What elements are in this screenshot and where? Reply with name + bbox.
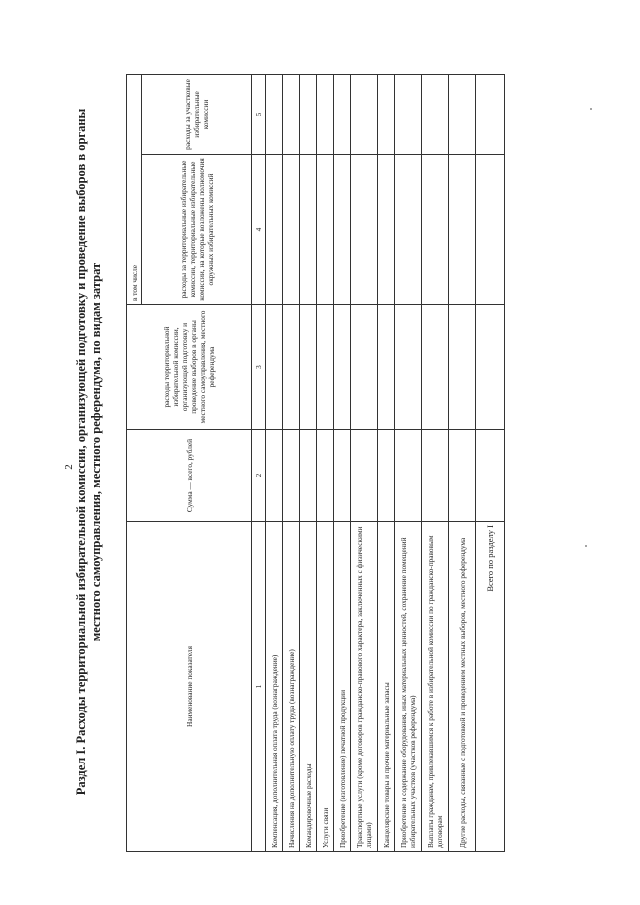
table-row bbox=[317, 74, 334, 851]
header-total-sum: Сумма — всего, рублей bbox=[127, 430, 252, 522]
value-cell bbox=[422, 430, 449, 522]
row-label: Приобретение и содержание оборудования, иных материальных ценностей, сохранение помещений избирательных участков (участков референдума) bbox=[395, 522, 422, 852]
value-cell bbox=[378, 155, 395, 305]
value-cell bbox=[449, 305, 476, 430]
row-label: Канцелярские товары и прочие материальные запасы bbox=[378, 522, 395, 852]
row-label: Приобретение (изготовление) печатной продукции bbox=[334, 522, 351, 852]
section-heading bbox=[57, 52, 121, 852]
value-cell bbox=[283, 74, 300, 154]
column-number: 5 bbox=[252, 74, 266, 154]
value-cell bbox=[283, 155, 300, 305]
expenses-table bbox=[126, 74, 505, 852]
total-cell bbox=[476, 155, 505, 305]
heading-line-2: местного самоуправления, местного референдума, по видам затрат bbox=[89, 262, 103, 642]
value-cell bbox=[317, 155, 334, 305]
table-row bbox=[351, 74, 378, 851]
column-number: 4 bbox=[252, 155, 266, 305]
page-number: 2 bbox=[62, 464, 75, 470]
value-cell bbox=[395, 430, 422, 522]
header-territorial-commissions: расходы за территориальные избирательные комиссии, территориальные избирательные комиссии, на которые возложены полномочия окружных избирательных комиссий bbox=[142, 155, 252, 305]
row-label: Выплаты гражданам, привлекавшимся к работе в избирательной комиссии по гражданско-правовым договорам bbox=[422, 522, 449, 852]
row-label: Услуги связи bbox=[317, 522, 334, 852]
scan-speck bbox=[585, 545, 587, 547]
value-cell bbox=[378, 305, 395, 430]
column-number: 2 bbox=[252, 430, 266, 522]
value-cell bbox=[378, 430, 395, 522]
column-number-row bbox=[252, 74, 266, 851]
total-cell bbox=[476, 430, 505, 522]
value-cell bbox=[334, 305, 351, 430]
header-precinct-commissions: расходы за участковые избирательные комиссии bbox=[142, 74, 252, 154]
value-cell bbox=[283, 430, 300, 522]
value-cell bbox=[266, 155, 283, 305]
value-cell bbox=[351, 155, 378, 305]
value-cell bbox=[334, 74, 351, 154]
value-cell bbox=[317, 74, 334, 154]
column-number: 3 bbox=[252, 305, 266, 430]
value-cell bbox=[266, 74, 283, 154]
table-row bbox=[266, 74, 283, 851]
value-cell bbox=[300, 74, 317, 154]
row-label: Другие расходы, связанные с подготовкой и проведением местных выборов, местного референдума bbox=[449, 522, 476, 852]
value-cell bbox=[449, 155, 476, 305]
table-row bbox=[449, 74, 476, 851]
rotated-page-sheet bbox=[57, 52, 495, 852]
value-cell bbox=[351, 305, 378, 430]
row-label: Начисления на дополнительную оплату труда (вознаграждение) bbox=[283, 522, 300, 852]
total-label: Всего по разделу I bbox=[476, 522, 505, 852]
value-cell bbox=[334, 430, 351, 522]
scan-speck bbox=[590, 108, 592, 110]
value-cell bbox=[317, 305, 334, 430]
table-row bbox=[334, 74, 351, 851]
total-cell bbox=[476, 305, 505, 430]
table-row bbox=[422, 74, 449, 851]
table-row bbox=[395, 74, 422, 851]
value-cell bbox=[449, 74, 476, 154]
total-cell bbox=[476, 74, 505, 154]
value-cell bbox=[351, 430, 378, 522]
value-cell bbox=[395, 305, 422, 430]
row-label: Командировочные расходы bbox=[300, 522, 317, 852]
value-cell bbox=[422, 305, 449, 430]
column-number: 1 bbox=[252, 522, 266, 852]
value-cell bbox=[395, 74, 422, 154]
value-cell bbox=[378, 74, 395, 154]
header-indicator-name: Наименование показателя bbox=[127, 522, 252, 852]
table-row bbox=[283, 74, 300, 851]
value-cell bbox=[422, 155, 449, 305]
total-row bbox=[476, 74, 505, 851]
value-cell bbox=[395, 155, 422, 305]
value-cell bbox=[300, 305, 317, 430]
value-cell bbox=[266, 305, 283, 430]
header-tik-expenses: расходы территориальной избирательной комиссии, организующей подготовку и проведение выборов в органы местного самоуправления, местного референдума bbox=[127, 305, 252, 430]
value-cell bbox=[283, 305, 300, 430]
value-cell bbox=[317, 430, 334, 522]
value-cell bbox=[449, 430, 476, 522]
value-cell bbox=[300, 155, 317, 305]
heading-line-1: Раздел I. Расходы территориальной избирательной комиссии, организующей подготовку и проведение выборов в органы bbox=[74, 108, 88, 796]
value-cell bbox=[266, 430, 283, 522]
table-row bbox=[378, 74, 395, 851]
table-row bbox=[300, 74, 317, 851]
value-cell bbox=[351, 74, 378, 154]
value-cell bbox=[422, 74, 449, 154]
value-cell bbox=[334, 155, 351, 305]
header-in-number: в том числе bbox=[127, 74, 142, 304]
row-label: Транспортные услуги (кроме договоров гражданско-правового характера, заключенных с физическими лицами) bbox=[351, 522, 378, 852]
row-label: Компенсация, дополнительная оплата труда (вознаграждение) bbox=[266, 522, 283, 852]
value-cell bbox=[300, 430, 317, 522]
